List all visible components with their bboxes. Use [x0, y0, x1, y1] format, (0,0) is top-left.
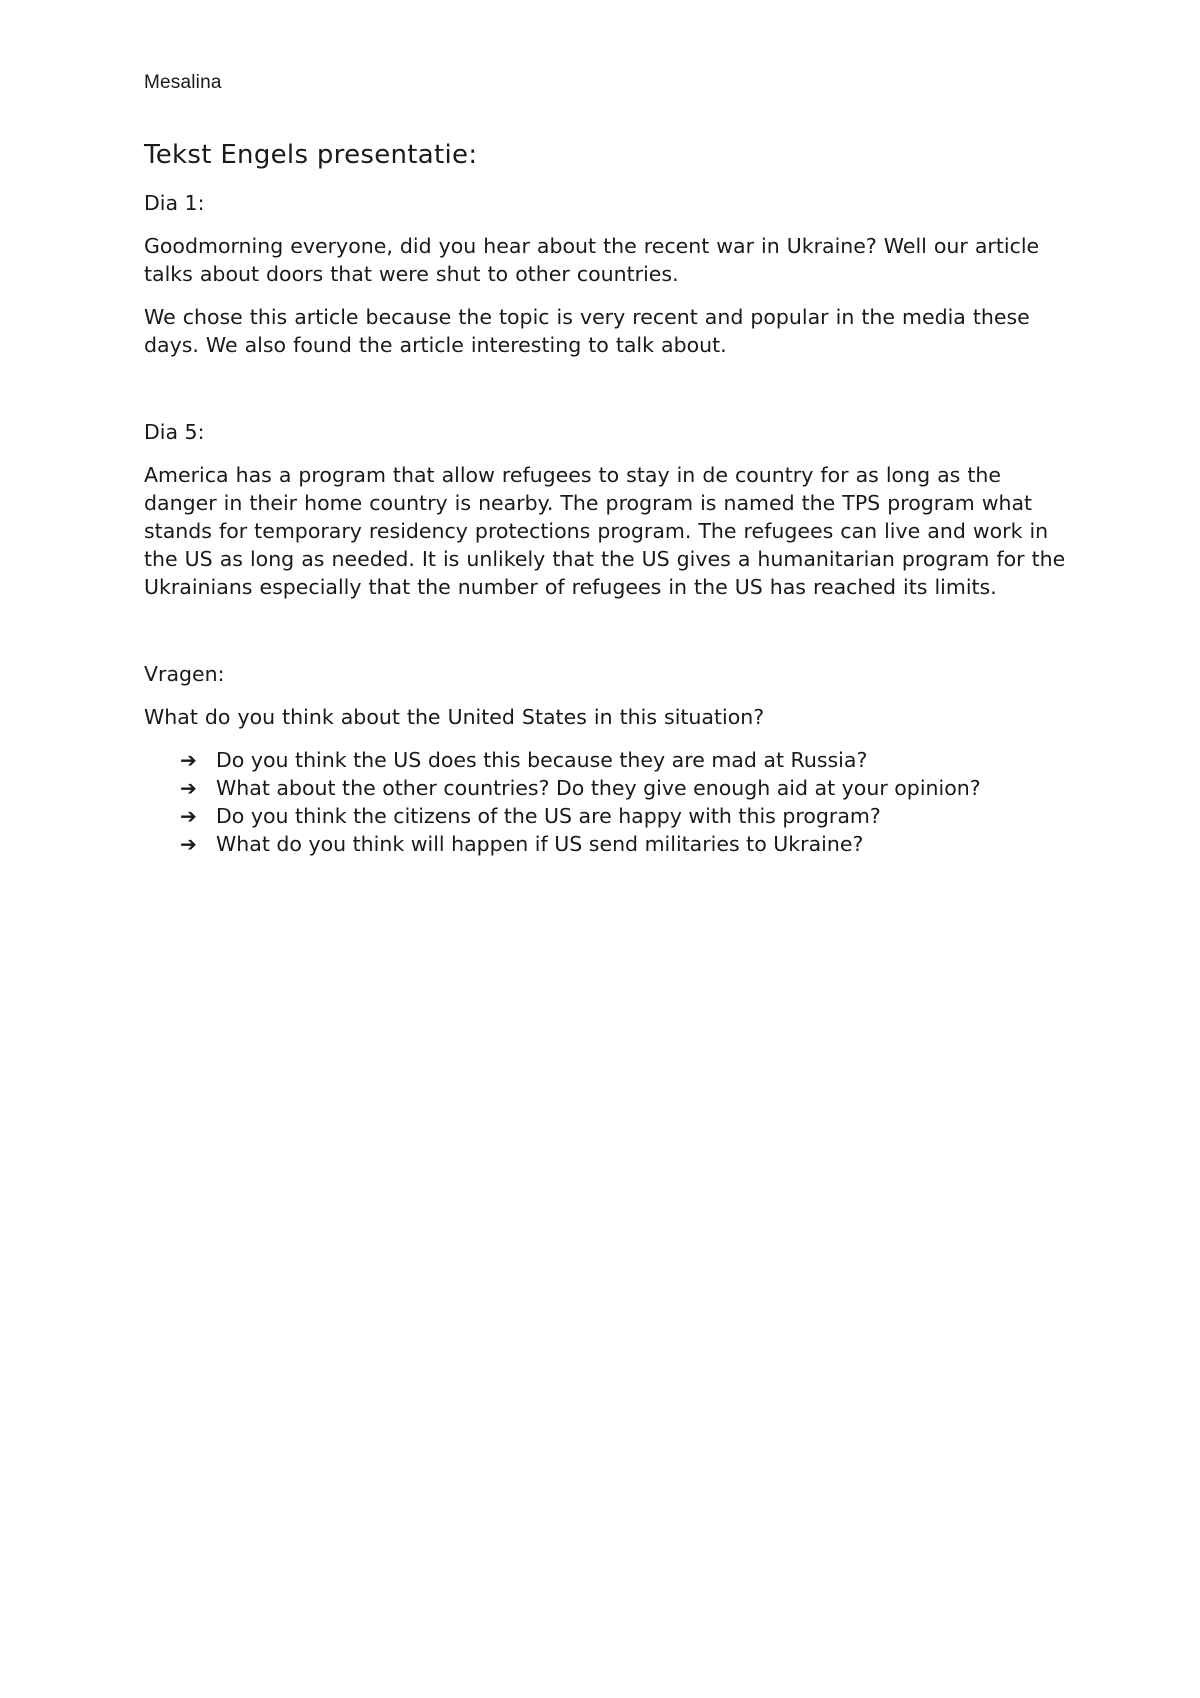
paragraph: Goodmorning everyone, did you hear about the recent war in Ukraine? Well our article talks about doors that were shut to other countries. — [144, 234, 1040, 286]
arrow-right-icon: ➔ — [180, 748, 197, 772]
list-item — [180, 746, 1074, 774]
section-label: Dia 5: — [144, 420, 205, 444]
document-title: Tekst Engels presentatie: — [144, 140, 478, 170]
section-dia-5 — [144, 418, 1074, 601]
list-item-text: Do you think the US does this because they are mad at Russia? — [216, 748, 868, 772]
document-page — [144, 72, 1074, 858]
blank-line — [144, 616, 1074, 660]
arrow-right-icon: ➔ — [180, 832, 197, 856]
list-item — [180, 802, 1074, 830]
paragraph: What do you think about the United States in this situation? — [144, 705, 765, 729]
section-vragen — [144, 660, 1074, 858]
author-header: Mesalina — [144, 72, 222, 93]
blank-line — [144, 374, 1074, 418]
list-item-text: Do you think the citizens of the US are happy with this program? — [216, 804, 881, 828]
arrow-right-icon: ➔ — [180, 804, 197, 828]
section-label: Dia 1: — [144, 191, 205, 215]
list-item-text: What do you think will happen if US send militaries to Ukraine? — [216, 832, 864, 856]
arrow-right-icon: ➔ — [180, 776, 197, 800]
list-item — [180, 774, 1074, 802]
paragraph: America has a program that allow refugees to stay in de country for as long as the danger in their home country is nearby. The program is named the TPS program what stands for temporary residency protections program. The refugees can live and work in the US as long as needed. It is unlikely that the US gives a humanitarian program for the Ukrainians especially that the number of refugees in the US has reached its limits. — [144, 463, 1066, 599]
paragraph: We chose this article because the topic is very recent and popular in the media these days. We also found the article interesting to talk about. — [144, 305, 1030, 357]
section-label: Vragen: — [144, 662, 225, 686]
question-list — [144, 746, 1074, 858]
section-dia-1 — [144, 189, 1074, 359]
list-item — [180, 830, 1074, 858]
list-item-text: What about the other countries? Do they give enough aid at your opinion? — [216, 776, 981, 800]
